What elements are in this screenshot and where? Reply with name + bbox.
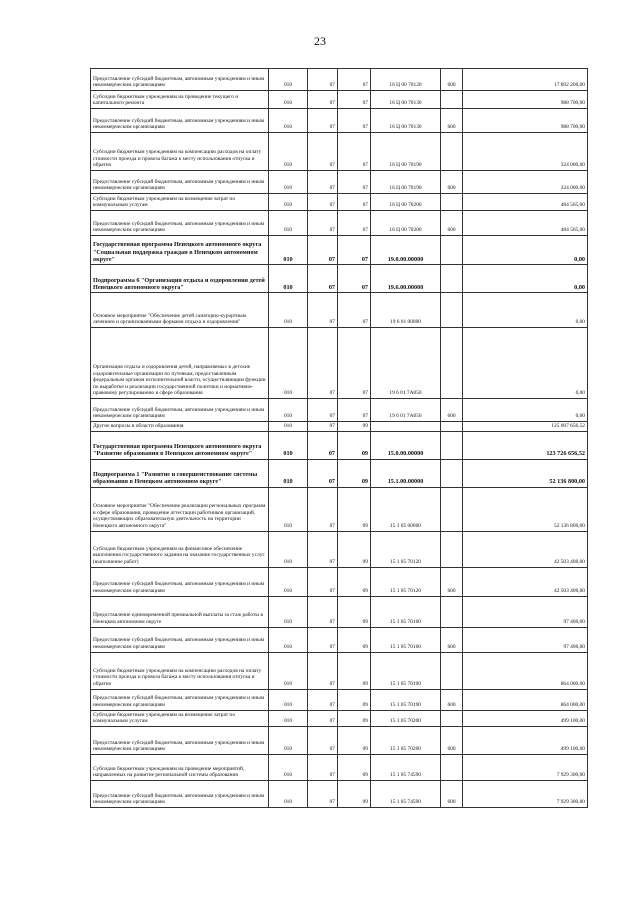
table-row — [91, 293, 588, 328]
row-csr-cell: 15 1 05 70190 — [371, 689, 441, 710]
row-name-cell: Субсидии бюджетным учреждениям на проведение мероприятий, направленных на развитие региональной системы образования — [91, 754, 269, 780]
row-vr-cell — [441, 91, 463, 109]
table-row — [91, 710, 588, 726]
table-row — [91, 596, 588, 627]
row-sum-cell: 0,00 — [463, 328, 588, 399]
row-name-cell: Государственная программа Ненецкого автономного округа "Социальная поддержка граждан в Ненецком автономном округе" — [91, 236, 269, 265]
row-podrazdel-cell: 09 — [338, 531, 371, 567]
row-vr-cell — [441, 596, 463, 627]
table-row — [91, 194, 588, 211]
row-csr-cell: 16 Ц 00 70130 — [371, 91, 441, 109]
row-razdel-cell: 07 — [308, 171, 338, 194]
row-podrazdel-cell: 09 — [338, 726, 371, 754]
row-vr-cell: 600 — [441, 171, 463, 194]
row-sum-cell: 864 000,00 — [463, 652, 588, 689]
row-vr-cell: 600 — [441, 689, 463, 710]
row-vr-cell: 600 — [441, 109, 463, 133]
row-podrazdel-cell: 07 — [338, 211, 371, 236]
row-name-cell: Предоставление субсидий бюджетным, автономным учреждениям и иным некоммерческим организациям — [91, 399, 269, 422]
row-name-cell: Предоставление субсидий бюджетным, автономным учреждениям и иным некоммерческим организациям — [91, 689, 269, 710]
row-podrazdel-cell: 09 — [338, 652, 371, 689]
row-name-cell: Организация отдыха и оздоровления детей, направляемых в детские оздоровительные организации по путевкам, предоставленным федеральным органом исполнительной власти, осуществляющим функции по выработке и реализации государственной политики и нормативно-правовому регулированию в сфере образования — [91, 328, 269, 399]
row-name-cell: Предоставление субсидий бюджетным, автономным учреждениям и иным некоммерческим организациям — [91, 627, 269, 652]
row-podrazdel-cell: 07 — [338, 69, 371, 91]
table-row — [91, 689, 588, 710]
row-name-cell: Субсидии бюджетным учреждениям на возмещение затрат по коммунальным услугам — [91, 710, 269, 726]
row-sum-cell: 484 565,00 — [463, 194, 588, 211]
row-csr-cell: 16 Ц 00 70200 — [371, 211, 441, 236]
row-sum-cell: 123 726 656,52 — [463, 431, 588, 459]
row-podrazdel-cell: 09 — [338, 689, 371, 710]
budget-table — [90, 68, 588, 808]
row-sum-cell: 7 929 300,00 — [463, 754, 588, 780]
row-glava-cell: 010 — [269, 171, 308, 194]
row-podrazdel-cell: 07 — [338, 109, 371, 133]
row-name-cell: Предоставление единовременной премиальной выплаты за стаж работы в Ненецком автономном округе — [91, 596, 269, 627]
row-razdel-cell: 07 — [308, 627, 338, 652]
row-sum-cell: 499 100,00 — [463, 710, 588, 726]
row-sum-cell: 52 136 800,00 — [463, 487, 588, 531]
row-csr-cell: 19 6 01 7А050 — [371, 328, 441, 399]
row-podrazdel-cell: 09 — [338, 780, 371, 807]
row-glava-cell: 010 — [269, 567, 308, 596]
table-row — [91, 69, 588, 91]
row-podrazdel-cell: 07 — [338, 328, 371, 399]
row-vr-cell — [441, 328, 463, 399]
row-csr-cell: 15 1 05 70120 — [371, 531, 441, 567]
row-razdel-cell: 07 — [308, 567, 338, 596]
row-name-cell: Предоставление субсидий бюджетным, автономным учреждениям и иным некоммерческим организациям — [91, 726, 269, 754]
row-name-cell: Предоставление субсидий бюджетным, автономным учреждениям и иным некоммерческим организациям — [91, 567, 269, 596]
row-razdel-cell: 07 — [308, 431, 338, 459]
row-razdel-cell: 07 — [308, 459, 338, 487]
row-glava-cell: 010 — [269, 780, 308, 807]
table-row — [91, 431, 588, 459]
table-row — [91, 567, 588, 596]
row-csr-cell: 16 Ц 00 70190 — [371, 171, 441, 194]
row-csr-cell: 15 1 05 70120 — [371, 567, 441, 596]
row-razdel-cell: 07 — [308, 211, 338, 236]
row-csr-cell: 15.0.00.00000 — [371, 431, 441, 459]
row-razdel-cell: 07 — [308, 689, 338, 710]
row-razdel-cell: 07 — [308, 726, 338, 754]
row-glava-cell: 010 — [269, 293, 308, 328]
row-razdel-cell: 07 — [308, 652, 338, 689]
row-name-cell: Предоставление субсидий бюджетным, автономным учреждениям и иным некоммерческим организациям — [91, 211, 269, 236]
row-sum-cell: 0,00 — [463, 399, 588, 422]
row-vr-cell: 600 — [441, 567, 463, 596]
row-vr-cell — [441, 194, 463, 211]
row-sum-cell: 0,00 — [463, 293, 588, 328]
row-podrazdel-cell: 09 — [338, 567, 371, 596]
table-row — [91, 109, 588, 133]
row-vr-cell — [441, 710, 463, 726]
row-glava-cell: 010 — [269, 710, 308, 726]
table-row — [91, 236, 588, 265]
page-number: 23 — [314, 34, 326, 48]
row-podrazdel-cell: 07 — [338, 91, 371, 109]
row-vr-cell — [441, 431, 463, 459]
row-vr-cell: 600 — [441, 211, 463, 236]
row-csr-cell: 15 1 05 74590 — [371, 780, 441, 807]
row-razdel-cell: 07 — [308, 133, 338, 171]
row-glava-cell: 010 — [269, 754, 308, 780]
row-sum-cell: 484 565,00 — [463, 211, 588, 236]
row-glava-cell: 010 — [269, 689, 308, 710]
row-glava-cell: 010 — [269, 265, 308, 293]
row-razdel-cell: 07 — [308, 236, 338, 265]
row-name-cell: Субсидии бюджетным учреждениям на возмещение затрат по коммунальным услугам — [91, 194, 269, 211]
row-podrazdel-cell: 07 — [338, 171, 371, 194]
row-razdel-cell: 07 — [308, 596, 338, 627]
row-name-cell: Субсидии бюджетным учреждениям на компенсацию расходов на оплату стоимости проезда и провоза багажа к месту использования отпуска и обратно — [91, 133, 269, 171]
row-csr-cell: 15 1 05 70160 — [371, 627, 441, 652]
row-csr-cell: 16 Ц 00 70130 — [371, 109, 441, 133]
table-body — [91, 69, 588, 808]
row-glava-cell: 010 — [269, 431, 308, 459]
row-sum-cell: 125 007 656,52 — [463, 422, 588, 432]
row-razdel-cell: 07 — [308, 91, 338, 109]
row-csr-cell: 19 6 01 7А050 — [371, 399, 441, 422]
row-sum-cell: 864 000,00 — [463, 689, 588, 710]
row-csr-cell: 15 1 05 70190 — [371, 652, 441, 689]
row-csr-cell: 16 Ц 00 70120 — [371, 69, 441, 91]
row-sum-cell: 42 503 400,00 — [463, 531, 588, 567]
row-name-cell: Предоставление субсидий бюджетным, автономным учреждениям и иным некоммерческим организациям — [91, 171, 269, 194]
row-vr-cell: 600 — [441, 69, 463, 91]
row-name-cell: Государственная программа Ненецкого автономного округа "Развитие образования в Ненецком автономном округе" — [91, 431, 269, 459]
row-csr-cell: 19.0.00.00000 — [371, 236, 441, 265]
row-sum-cell: 988 700,00 — [463, 109, 588, 133]
row-razdel-cell: 07 — [308, 780, 338, 807]
row-csr-cell: 19.6.00.00000 — [371, 265, 441, 293]
row-vr-cell: 600 — [441, 780, 463, 807]
row-vr-cell — [441, 236, 463, 265]
row-vr-cell — [441, 133, 463, 171]
row-podrazdel-cell: 09 — [338, 710, 371, 726]
row-podrazdel-cell: 07 — [338, 236, 371, 265]
table-row — [91, 91, 588, 109]
row-glava-cell: 010 — [269, 531, 308, 567]
row-sum-cell: 17 892 200,00 — [463, 69, 588, 91]
row-name-cell: Основное мероприятие "Обеспечение детей санаторно-курортным лечением и организованными формами отдыха и оздоровления" — [91, 293, 269, 328]
row-glava-cell: 010 — [269, 596, 308, 627]
row-csr-cell: 15.1.00.00000 — [371, 459, 441, 487]
table-row — [91, 627, 588, 652]
table-row — [91, 531, 588, 567]
row-podrazdel-cell: 09 — [338, 627, 371, 652]
row-vr-cell — [441, 293, 463, 328]
row-glava-cell: 010 — [269, 422, 308, 432]
row-sum-cell: 324 000,00 — [463, 133, 588, 171]
row-vr-cell — [441, 754, 463, 780]
row-sum-cell: 988 700,00 — [463, 91, 588, 109]
row-name-cell: Предоставление субсидий бюджетным, автономным учреждениям и иным некоммерческим организациям — [91, 109, 269, 133]
row-csr-cell: 15 1 05 70200 — [371, 710, 441, 726]
row-vr-cell — [441, 265, 463, 293]
table-row — [91, 422, 588, 432]
row-podrazdel-cell: 09 — [338, 754, 371, 780]
row-csr-cell: 16 Ц 00 70190 — [371, 133, 441, 171]
row-vr-cell: 600 — [441, 399, 463, 422]
row-podrazdel-cell: 07 — [338, 194, 371, 211]
row-glava-cell: 010 — [269, 487, 308, 531]
row-vr-cell: 600 — [441, 726, 463, 754]
row-razdel-cell: 07 — [308, 194, 338, 211]
row-glava-cell: 010 — [269, 211, 308, 236]
row-csr-cell: 15 1 05 00000 — [371, 487, 441, 531]
row-glava-cell: 010 — [269, 627, 308, 652]
row-glava-cell: 010 — [269, 459, 308, 487]
table-row — [91, 211, 588, 236]
row-csr-cell: 15 1 05 70160 — [371, 596, 441, 627]
row-name-cell: Другие вопросы в области образования — [91, 422, 269, 432]
table-row — [91, 265, 588, 293]
row-vr-cell — [441, 422, 463, 432]
row-razdel-cell: 07 — [308, 109, 338, 133]
row-sum-cell: 0,00 — [463, 236, 588, 265]
row-razdel-cell: 07 — [308, 399, 338, 422]
table-row — [91, 171, 588, 194]
row-razdel-cell: 07 — [308, 754, 338, 780]
row-glava-cell: 010 — [269, 726, 308, 754]
row-name-cell: Подпрограмма 6 "Организация отдыха и оздоровления детей Ненецкого автономного округа" — [91, 265, 269, 293]
row-podrazdel-cell: 07 — [338, 399, 371, 422]
row-csr-cell — [371, 422, 441, 432]
row-sum-cell: 7 929 300,00 — [463, 780, 588, 807]
row-razdel-cell: 07 — [308, 69, 338, 91]
row-vr-cell — [441, 531, 463, 567]
table-row — [91, 726, 588, 754]
row-sum-cell: 52 136 800,00 — [463, 459, 588, 487]
row-name-cell: Предоставление субсидий бюджетным, автономным учреждениям и иным некоммерческим организациям — [91, 69, 269, 91]
row-glava-cell: 010 — [269, 69, 308, 91]
row-podrazdel-cell: 09 — [338, 596, 371, 627]
table-row — [91, 754, 588, 780]
row-glava-cell: 010 — [269, 328, 308, 399]
row-podrazdel-cell: 07 — [338, 265, 371, 293]
row-vr-cell — [441, 652, 463, 689]
row-podrazdel-cell: 09 — [338, 422, 371, 432]
row-sum-cell: 42 503 400,00 — [463, 567, 588, 596]
table-row — [91, 328, 588, 399]
row-razdel-cell: 07 — [308, 710, 338, 726]
row-sum-cell: 97 400,00 — [463, 627, 588, 652]
row-glava-cell: 010 — [269, 133, 308, 171]
row-podrazdel-cell: 07 — [338, 133, 371, 171]
row-vr-cell: 600 — [441, 627, 463, 652]
row-name-cell: Основное мероприятие "Обеспечение реализации региональных программ в сфере образования, проведение аттестации работников организаций, осуществляющих образовательную деятельность на территории Ненецкого автономного округа" — [91, 487, 269, 531]
row-name-cell: Субсидии бюджетным учреждениям на финансовое обеспечение выполнения государственного задания на оказание государственных услуг (выполнение работ) — [91, 531, 269, 567]
row-glava-cell: 010 — [269, 236, 308, 265]
row-sum-cell: 0,00 — [463, 265, 588, 293]
row-razdel-cell: 07 — [308, 265, 338, 293]
row-razdel-cell: 07 — [308, 531, 338, 567]
row-name-cell: Субсидии бюджетным учреждениям на проведение текущего и капитального ремонта — [91, 91, 269, 109]
row-glava-cell: 010 — [269, 399, 308, 422]
row-name-cell: Субсидии бюджетным учреждениям на компенсацию расходов на оплату стоимости проезда и провоза багажа к месту использования отпуска и обратно — [91, 652, 269, 689]
row-glava-cell: 010 — [269, 194, 308, 211]
table-row — [91, 133, 588, 171]
row-name-cell: Подпрограмма 1 "Развитие и совершенствование системы образования в Ненецком автономном округе" — [91, 459, 269, 487]
row-sum-cell: 324 000,00 — [463, 171, 588, 194]
row-razdel-cell: 07 — [308, 293, 338, 328]
table-row — [91, 399, 588, 422]
row-vr-cell — [441, 459, 463, 487]
row-glava-cell: 010 — [269, 91, 308, 109]
row-glava-cell: 010 — [269, 652, 308, 689]
row-glava-cell: 010 — [269, 109, 308, 133]
row-csr-cell: 16 Ц 00 70200 — [371, 194, 441, 211]
row-csr-cell: 19 6 01 00000 — [371, 293, 441, 328]
row-sum-cell: 499 100,00 — [463, 726, 588, 754]
row-razdel-cell: 07 — [308, 422, 338, 432]
row-name-cell: Предоставление субсидий бюджетным, автономным учреждениям и иным некоммерческим организациям — [91, 780, 269, 807]
table-row — [91, 487, 588, 531]
table-row — [91, 780, 588, 807]
row-podrazdel-cell: 09 — [338, 431, 371, 459]
row-razdel-cell: 07 — [308, 487, 338, 531]
table-row — [91, 652, 588, 689]
row-sum-cell: 97 400,00 — [463, 596, 588, 627]
row-csr-cell: 15 1 05 70200 — [371, 726, 441, 754]
table-row — [91, 459, 588, 487]
row-podrazdel-cell: 07 — [338, 293, 371, 328]
row-podrazdel-cell: 09 — [338, 459, 371, 487]
row-csr-cell: 15 1 05 74590 — [371, 754, 441, 780]
row-vr-cell — [441, 487, 463, 531]
row-razdel-cell: 07 — [308, 328, 338, 399]
row-podrazdel-cell: 09 — [338, 487, 371, 531]
